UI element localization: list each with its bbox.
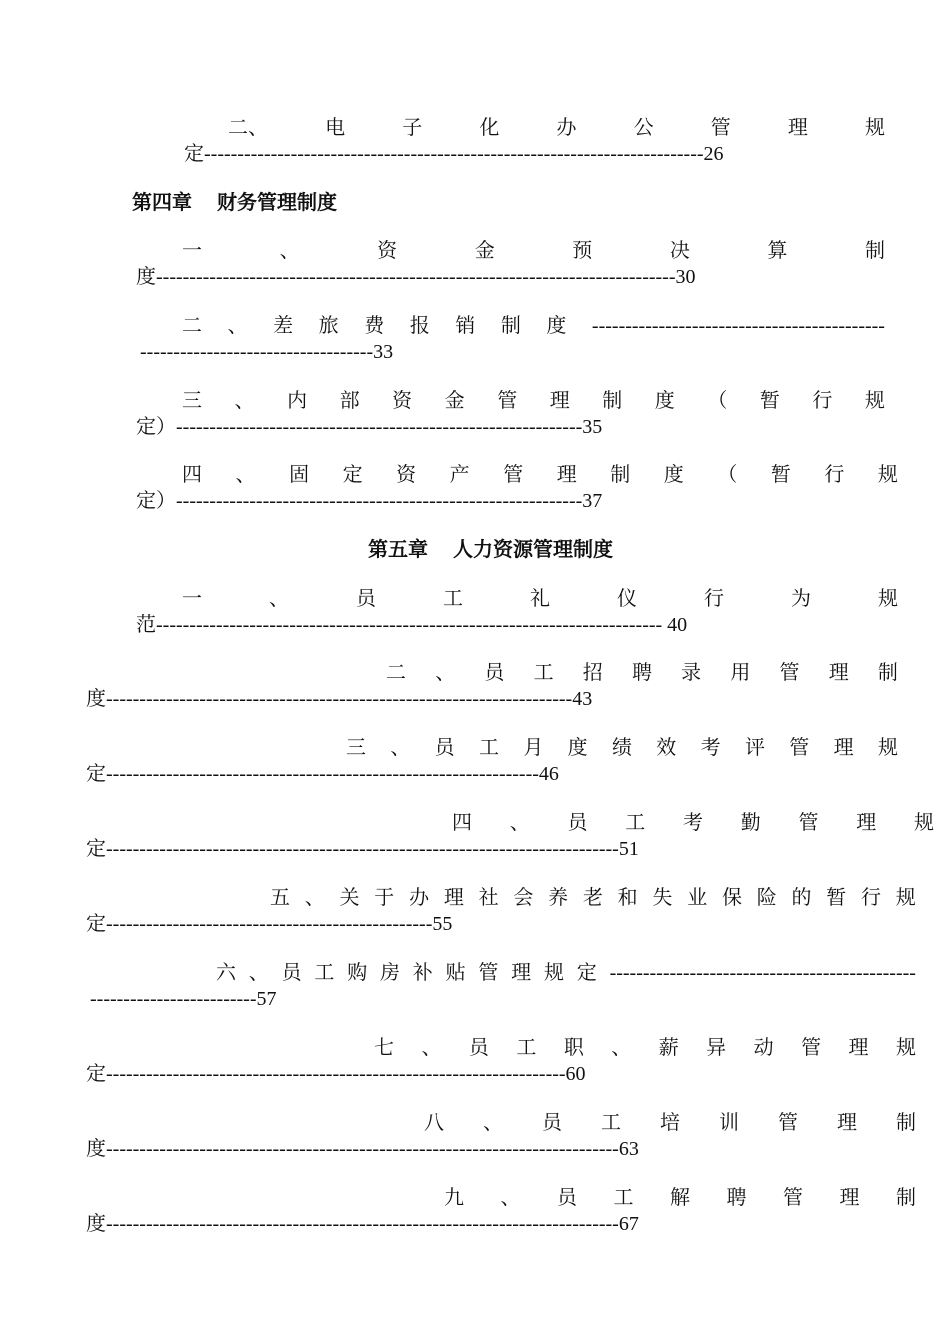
- toc-entry-char: 员: [557, 1187, 577, 1209]
- toc-entry-char: 、: [248, 962, 269, 984]
- toc-entry-continuation: 度----------------------------------------------------------------------43: [86, 688, 593, 710]
- toc-entry-char: 资: [392, 390, 413, 412]
- toc-entry-continuation: 定）-------------------------------------------------------------37: [136, 490, 603, 512]
- toc-entry-char: 员: [434, 737, 455, 759]
- toc-entry-char: 工: [443, 588, 463, 610]
- toc-entry-char: 规: [877, 464, 898, 486]
- toc-entry-char: 、: [304, 887, 325, 909]
- toc-entry-char: 制: [896, 1112, 916, 1134]
- toc-entry-char: 理: [828, 662, 849, 684]
- toc-entry-char: 差: [273, 315, 294, 337]
- toc-entry-line: [216, 960, 916, 986]
- toc-entry-line: [346, 735, 898, 761]
- toc-entry-char: 规: [914, 812, 934, 834]
- toc-entry-char: 异: [706, 1037, 727, 1059]
- toc-entry-char: 决: [669, 240, 690, 262]
- toc-entry-char: 工: [613, 1187, 634, 1209]
- toc-entry-char: 产: [449, 464, 470, 486]
- toc-entry-char: 、: [390, 737, 411, 759]
- toc-entry-char: 度: [663, 464, 684, 486]
- toc-entry-char: 、: [611, 1037, 632, 1059]
- toc-entry-char: 度: [654, 390, 675, 412]
- toc-entry-char: --------------------------------------------: [591, 315, 885, 337]
- toc-entry-char: 二: [182, 315, 202, 337]
- toc-entry-char: 制: [602, 390, 623, 412]
- toc-entry-char: 资: [396, 464, 417, 486]
- toc-entry-char: 理: [549, 390, 570, 412]
- toc-entry-char: 养: [548, 887, 569, 909]
- toc-entry-continuation: 定-------------------------------------------------55: [86, 913, 453, 935]
- toc-entry-char: 绩: [611, 737, 632, 759]
- toc-entry-continuation: 度-----------------------------------------------------------------------------63: [86, 1138, 639, 1160]
- toc-entry-char: 管: [789, 737, 810, 759]
- toc-entry-char: 内: [287, 390, 308, 412]
- toc-entry-char: 、: [235, 464, 256, 486]
- toc-entry-continuation: 定---------------------------------------------------------------------60: [86, 1063, 586, 1085]
- toc-entry-char: 度: [567, 737, 588, 759]
- toc-entry-char: 八: [424, 1112, 444, 1134]
- toc-entry-char: （: [717, 464, 738, 486]
- toc-entry-char: 工: [314, 962, 335, 984]
- toc-entry-char: 七: [374, 1037, 394, 1059]
- toc-entry-char: 薪: [658, 1037, 679, 1059]
- toc-entry-char: 算: [767, 240, 788, 262]
- toc-entry-char: 行: [824, 464, 845, 486]
- toc-entry-line: [228, 115, 885, 141]
- toc-entry-char: 化: [479, 117, 500, 139]
- toc-entry-char: 资: [377, 240, 398, 262]
- toc-entry-char: 金: [474, 240, 495, 262]
- toc-entry-char: 制: [864, 240, 885, 262]
- toc-entry-char: 制: [877, 662, 898, 684]
- toc-entry-char: 培: [660, 1112, 680, 1134]
- toc-entry-char: 业: [687, 887, 708, 909]
- toc-entry-char: 、: [509, 812, 530, 834]
- toc-entry-char: 考: [683, 812, 703, 834]
- toc-entry-line: [386, 660, 898, 686]
- toc-entry-char: 工: [478, 737, 499, 759]
- toc-entry-char: 的: [791, 887, 812, 909]
- toc-entry-char: 办: [409, 887, 430, 909]
- toc-entry-char: 购: [347, 962, 368, 984]
- toc-entry-char: ----------------------------------------------: [609, 962, 916, 984]
- toc-entry-line: [444, 1185, 916, 1211]
- toc-entry-continuation: 定---------------------------------------------------------------------------26: [184, 143, 724, 165]
- toc-entry-char: 录: [681, 662, 702, 684]
- toc-entry-char: 暂: [826, 887, 847, 909]
- toc-entry-line: [182, 313, 885, 339]
- toc-entry-char: 为: [791, 588, 811, 610]
- toc-entry-continuation: -------------------------57: [90, 988, 277, 1010]
- toc-entry-char: 会: [513, 887, 534, 909]
- toc-entry-char: 和: [617, 887, 638, 909]
- toc-entry-char: 制: [610, 464, 631, 486]
- toc-entry-char: 保: [721, 887, 742, 909]
- toc-entry-char: 管: [503, 464, 524, 486]
- toc-entry-char: 四: [452, 812, 472, 834]
- toc-entry-char: 销: [455, 315, 476, 337]
- toc-entry-char: 一: [182, 588, 202, 610]
- toc-entry-char: 训: [719, 1112, 739, 1134]
- toc-entry-char: 一: [182, 240, 202, 262]
- toc-entry-char: 于: [374, 887, 395, 909]
- toc-entry-char: 规: [864, 390, 885, 412]
- toc-entry-char: 老: [582, 887, 603, 909]
- toc-entry-line: [182, 238, 885, 264]
- toc-entry-char: 管: [783, 1187, 803, 1209]
- toc-entry-continuation: 范---------------------------------------------------------------------------- 40: [136, 614, 688, 636]
- toc-entry-char: 理: [556, 464, 577, 486]
- toc-entry-char: 办: [556, 117, 577, 139]
- toc-entry-char: 贴: [445, 962, 466, 984]
- toc-entry-char: 员: [281, 962, 302, 984]
- toc-entry-char: 四: [182, 464, 202, 486]
- toc-entry-char: 定: [576, 962, 597, 984]
- toc-entry-char: 报: [409, 315, 430, 337]
- toc-entry-char: 九: [444, 1187, 464, 1209]
- toc-entry-char: 员: [542, 1112, 562, 1134]
- toc-entry-char: 聘: [726, 1187, 747, 1209]
- toc-entry-char: 理: [787, 117, 808, 139]
- toc-entry-char: 固: [289, 464, 310, 486]
- toc-entry-char: 费: [364, 315, 385, 337]
- toc-entry-char: 用: [730, 662, 751, 684]
- toc-entry-char: 房: [379, 962, 400, 984]
- toc-entry-char: 、: [269, 588, 289, 610]
- toc-entry-char: 行: [704, 588, 724, 610]
- toc-entry-char: 金: [444, 390, 465, 412]
- toc-entry-line: [374, 1035, 916, 1061]
- toc-entry-char: 度: [546, 315, 567, 337]
- toc-entry-char: 社: [478, 887, 499, 909]
- toc-entry-char: 理: [848, 1037, 869, 1059]
- toc-entry-char: 礼: [530, 588, 550, 610]
- toc-entry-char: 规: [878, 588, 898, 610]
- toc-entry-char: 聘: [631, 662, 652, 684]
- toc-entry-char: 公: [633, 117, 654, 139]
- toc-entry-char: 管: [710, 117, 731, 139]
- toc-entry-char: 三: [182, 390, 202, 412]
- toc-entry-char: 理: [839, 1187, 860, 1209]
- toc-entry-line: [270, 885, 916, 911]
- toc-entry-char: 补: [412, 962, 433, 984]
- toc-entry-char: 三: [346, 737, 366, 759]
- toc-entry-char: 理: [511, 962, 532, 984]
- toc-entry-char: 规: [877, 737, 898, 759]
- toc-entry-char: 规: [895, 887, 916, 909]
- toc-entry-char: 、: [500, 1187, 521, 1209]
- toc-entry-char: 部: [339, 390, 360, 412]
- toc-entry-line: [182, 462, 898, 488]
- toc-entry-char: 考: [700, 737, 721, 759]
- toc-entry-char: 管: [779, 662, 800, 684]
- toc-entry-char: 解: [670, 1187, 690, 1209]
- toc-entry-char: 失: [652, 887, 673, 909]
- toc-entry-char: 规: [895, 1037, 916, 1059]
- toc-entry-char: 管: [798, 812, 819, 834]
- toc-entry-char: 六: [216, 962, 236, 984]
- toc-entry-char: 、: [421, 1037, 442, 1059]
- chapter-heading: 第四章 财务管理制度: [132, 192, 337, 214]
- toc-entry-char: 员: [484, 662, 505, 684]
- toc-entry-char: （: [707, 390, 728, 412]
- toc-entry-char: 员: [468, 1037, 489, 1059]
- toc-entry-char: 暂: [759, 390, 780, 412]
- toc-entry-char: 勤: [740, 812, 761, 834]
- toc-entry-continuation: 度------------------------------------------------------------------------------30: [136, 266, 696, 288]
- toc-entry-line: [424, 1110, 916, 1136]
- toc-entry-char: 理: [837, 1112, 857, 1134]
- toc-entry-continuation: 定）-------------------------------------------------------------35: [136, 416, 603, 438]
- toc-entry-char: 仪: [617, 588, 637, 610]
- toc-entry-char: 动: [753, 1037, 774, 1059]
- toc-entry-continuation: 度-----------------------------------------------------------------------------67: [86, 1213, 639, 1235]
- toc-entry-char: 员: [567, 812, 588, 834]
- toc-entry-char: 二: [386, 662, 406, 684]
- toc-entry-char: 旅: [318, 315, 339, 337]
- toc-entry-char: 子: [402, 117, 423, 139]
- toc-entry-char: 规: [865, 117, 885, 139]
- toc-entry-char: 制: [896, 1187, 916, 1209]
- toc-entry-char: 、: [435, 662, 456, 684]
- toc-entry-continuation: 定-----------------------------------------------------------------46: [86, 763, 559, 785]
- toc-entry-char: 月: [523, 737, 544, 759]
- toc-entry-char: 、: [227, 315, 248, 337]
- toc-entry-char: 规: [543, 962, 564, 984]
- toc-entry-char: 制: [500, 315, 521, 337]
- toc-entry-continuation: -----------------------------------33: [140, 341, 394, 363]
- toc-entry-char: 员: [356, 588, 376, 610]
- toc-entry-continuation: 定-----------------------------------------------------------------------------51: [86, 838, 639, 860]
- toc-entry-char: 职: [563, 1037, 584, 1059]
- toc-entry-char: 理: [443, 887, 464, 909]
- toc-entry-char: 行: [812, 390, 833, 412]
- toc-entry-char: 管: [778, 1112, 798, 1134]
- toc-entry-char: 关: [339, 887, 360, 909]
- toc-entry-char: 理: [856, 812, 877, 834]
- toc-entry-char: 、: [483, 1112, 503, 1134]
- toc-entry-char: 行: [861, 887, 882, 909]
- toc-entry-line: [182, 388, 885, 414]
- toc-entry-char: 招: [582, 662, 603, 684]
- chapter-heading: 第五章 人力资源管理制度: [368, 539, 613, 561]
- toc-entry-char: 工: [601, 1112, 621, 1134]
- toc-entry-line: [452, 810, 934, 836]
- toc-entry-char: 工: [516, 1037, 537, 1059]
- toc-entry-char: 、: [234, 390, 255, 412]
- toc-entry-char: 管: [801, 1037, 822, 1059]
- toc-entry-char: 五: [270, 887, 290, 909]
- toc-entry-char: 效: [656, 737, 677, 759]
- toc-entry-line: [182, 586, 898, 612]
- toc-entry-char: 定: [342, 464, 363, 486]
- toc-entry-char: 管: [497, 390, 518, 412]
- toc-entry-char: 电: [325, 117, 346, 139]
- toc-entry-char: 评: [744, 737, 765, 759]
- toc-entry-char: 工: [625, 812, 646, 834]
- toc-entry-char: 管: [478, 962, 499, 984]
- toc-entry-char: 险: [756, 887, 777, 909]
- toc-entry-char: 暂: [770, 464, 791, 486]
- toc-entry-char: 二、: [228, 117, 268, 139]
- toc-entry-char: 预: [572, 240, 593, 262]
- toc-entry-char: 工: [533, 662, 554, 684]
- toc-entry-char: 理: [833, 737, 854, 759]
- toc-entry-char: 、: [279, 240, 300, 262]
